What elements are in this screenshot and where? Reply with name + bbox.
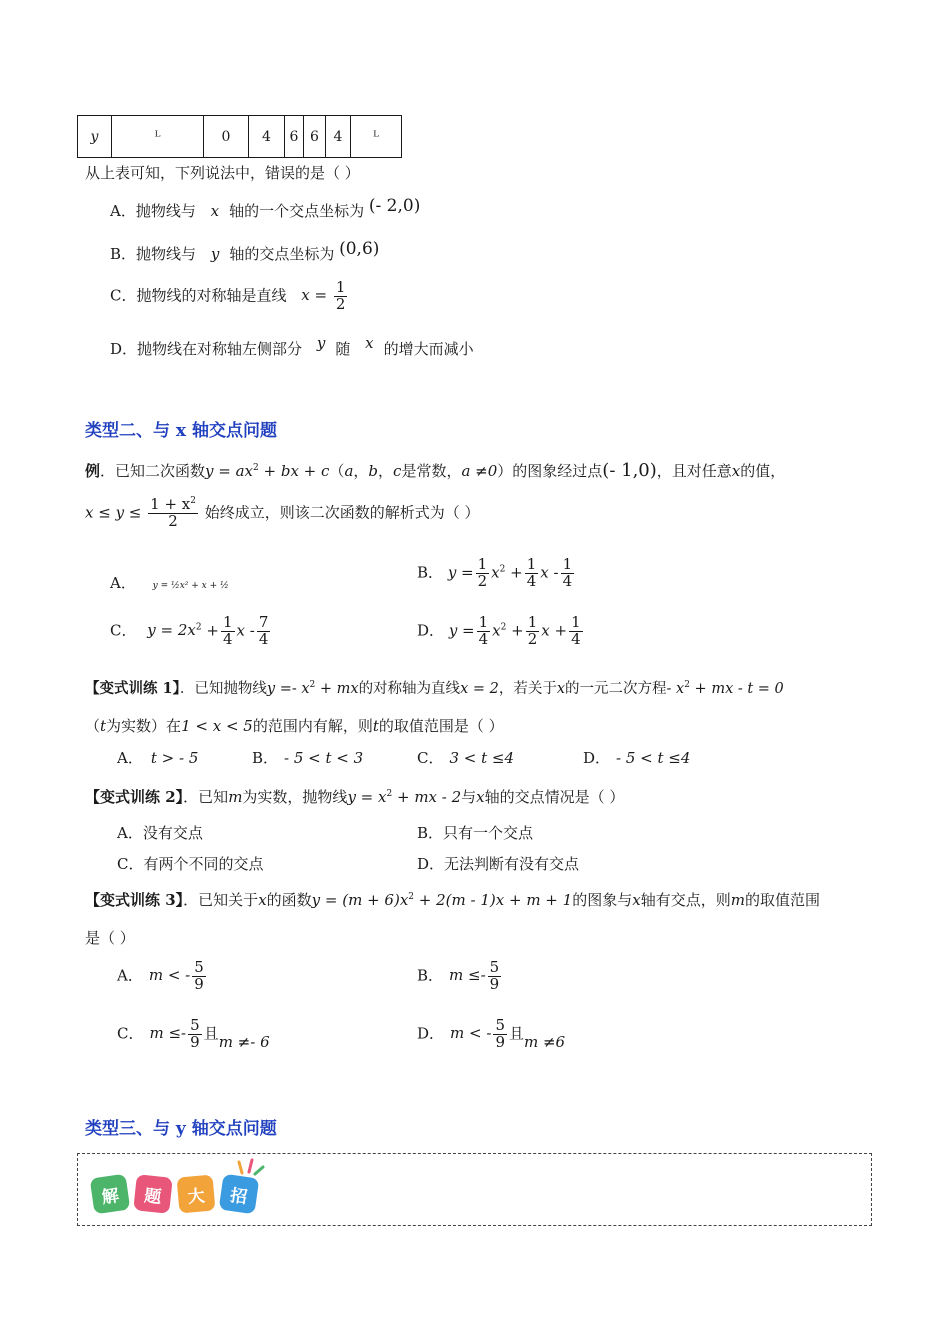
practice1-option-d: D． - 5 < t ≤4 (583, 749, 691, 767)
table-cell: ᴸ (112, 116, 204, 158)
badge-char: 招 (219, 1174, 260, 1215)
practice3-line2: 是（ ） (85, 929, 135, 947)
table-row (78, 116, 402, 158)
badge-char: 题 (133, 1174, 173, 1214)
practice2-option-c: C．有两个不同的交点 (117, 855, 264, 873)
practice3-option-c: C． m ≤- $\frac{5}{9}$ 且m ≠- 6 (117, 1016, 270, 1052)
example-stem-line2: x ≤ y ≤ $\frac{1 + x^2}{2}$ 始终成立，则该二次函数的解析式为（ ） (85, 495, 480, 530)
table-cell: y (78, 116, 112, 158)
option-a: A．抛物线与 x 轴的一个交点坐标为 (- 2,0) (110, 196, 421, 220)
option-b: B．抛物线与 y 轴的交点坐标为 (0,6) (110, 239, 380, 263)
badge-char: 解 (90, 1174, 131, 1215)
question-stem: 从上表可知，下列说法中，错误的是（ ） (85, 164, 360, 182)
practice2-option-d: D．无法判断有没有交点 (417, 855, 580, 873)
value-table (77, 115, 402, 158)
table-cell: 4 (326, 116, 351, 158)
practice2-stem: 【变式训练 2】．已知m为实数，抛物线$y = x^2$ + mx - 2与x轴的交点情况是（ ） (85, 788, 625, 806)
practice1-line2: （t为实数）在1 < x < 5的范围内有解，则t的取值范围是（ ） (85, 717, 504, 735)
practice2-option-a: A．没有交点 (117, 824, 203, 842)
practice3-option-a: A． m < - $\frac{5}{9}$ (117, 958, 204, 993)
option-d: D．抛物线在对称轴左侧部分 y 随 x 的增大而减小 (110, 334, 474, 358)
practice2-option-b: B．只有一个交点 (417, 824, 534, 842)
table-cell: ᴸ (351, 116, 402, 158)
table-cell: 4 (249, 116, 285, 158)
table-cell: 0 (204, 116, 249, 158)
practice1-option-b: B． - 5 < t < 3 (252, 749, 364, 767)
practice1-option-a: A． t > - 5 (117, 749, 199, 767)
practice3-line1: 【变式训练 3】．已知关于x的函数$y = (m + 6)x^2 + 2(m - 1)x + m + 1$的图象与x轴有交点，则m的取值范围 (85, 891, 820, 909)
option-c: C．抛物线的对称轴是直线 x = $\frac{1}{2}$ (110, 278, 346, 313)
example-option-b: B． y = $\frac{1}{2}$ $x^2$ + $\frac{1}{4}$ x - $\frac{1}{4}$ (417, 555, 573, 590)
table-cell: 6 (285, 116, 304, 158)
example-option-d: D． y = $\frac{1}{4}$ $x^2$ + $\frac{1}{2}$ x + $\frac{1}{4}$ (417, 613, 581, 648)
practice3-option-b: B． m ≤- $\frac{5}{9}$ (417, 958, 500, 993)
badge-char: 大 (176, 1174, 215, 1213)
section-heading-type3: 类型三、与 y 轴交点问题 (85, 1119, 277, 1139)
example-stem-line1: 例．已知二次函数$y = ax^2$ + bx + c（a，b，c是常数，a ≠0）的图象经过点(- 1,0)，且对任意x的值， (85, 460, 786, 481)
example-option-a: A． y = ½x² + x + ½ (110, 574, 229, 592)
practice1-line1: 【变式训练 1】．已知抛物线$y =- x^2$ + mx的对称轴为直线x = 2，若关于x的一元二次方程- $x^2$ + mx - t = 0 (85, 680, 784, 697)
practice3-option-d: D． m < - $\frac{5}{9}$ 且m ≠6 (417, 1016, 566, 1052)
example-option-c: C． $y = 2x^2$ + $\frac{1}{4}$ x - $\frac{7}{4}$ (110, 613, 269, 648)
table-cell: 6 (304, 116, 326, 158)
sparkle-icon (236, 1157, 266, 1177)
tips-banner (77, 1153, 872, 1226)
practice1-option-c: C． 3 < t ≤4 (417, 749, 515, 767)
section-heading-type2: 类型二、与 x 轴交点问题 (85, 421, 277, 441)
